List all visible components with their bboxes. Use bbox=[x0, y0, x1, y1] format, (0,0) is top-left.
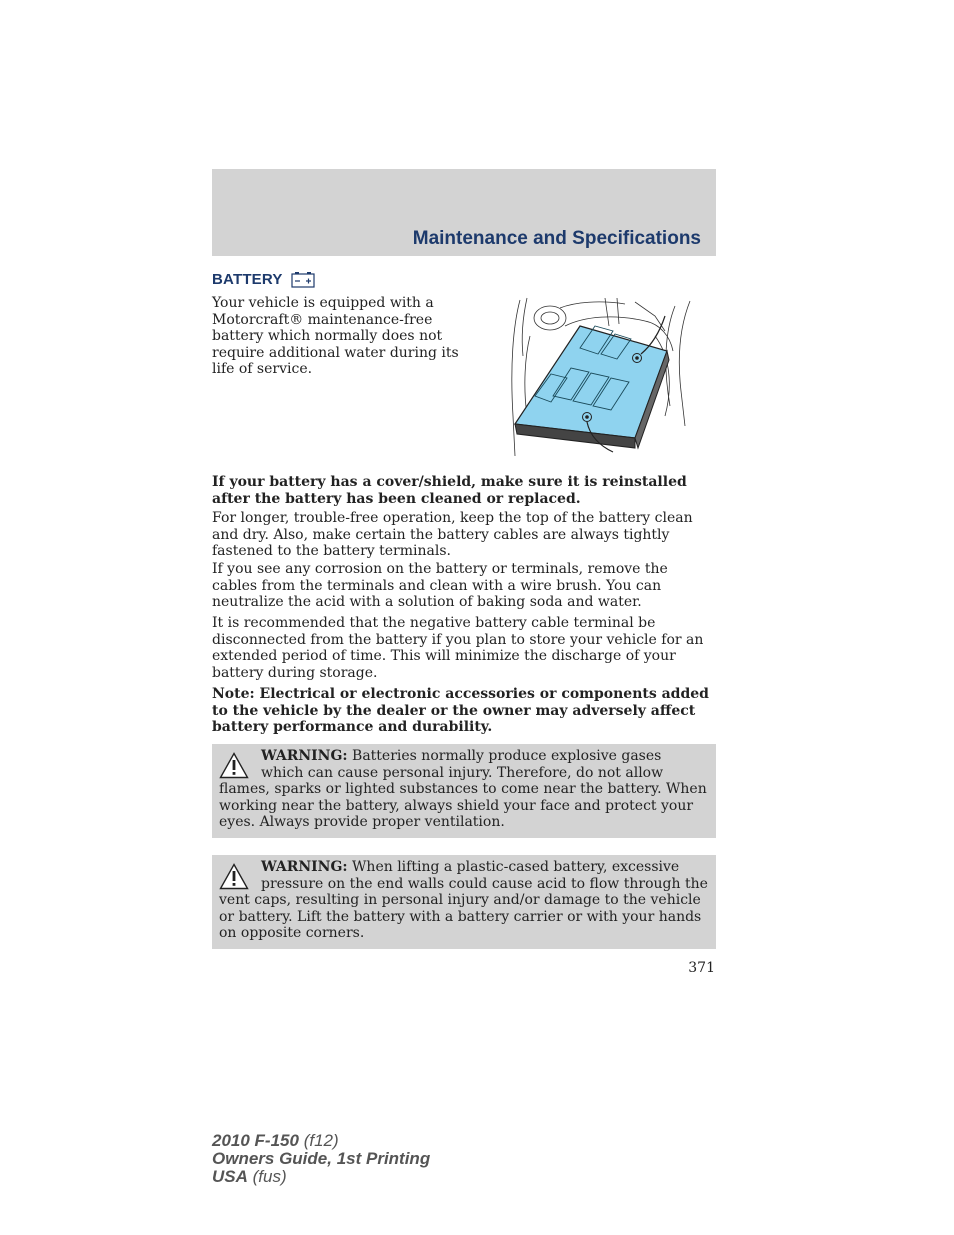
warning-text: When lifting a plastic-cased battery, excessive pressure on the end walls could cause acid to flow through the vent caps, resulting in personal injury and/or damage to the vehicle or battery. Lift the battery with a battery carrier or with your hands on opposite corners. bbox=[219, 859, 708, 941]
warning-label: WARNING: bbox=[261, 748, 348, 764]
footer-printing: Owners Guide, 1st Printing bbox=[212, 1149, 431, 1168]
warning-triangle-icon bbox=[219, 752, 249, 779]
footer-line-market bbox=[212, 1168, 430, 1186]
footer-model-code: (f12) bbox=[303, 1131, 339, 1150]
accessories-note: Note: Electrical or electronic accessories or components added to the vehicle by the dealer or the owner may adversely affect battery performance and durability. bbox=[212, 686, 709, 735]
section-heading bbox=[212, 269, 315, 289]
paragraph-corrosion: If you see any corrosion on the battery or terminals, remove the cables from the terminals and clean with a wire brush. You can neutralize the acid with a solution of baking soda and water. bbox=[212, 561, 668, 610]
battery-icon bbox=[291, 271, 315, 288]
footer-line-printing bbox=[212, 1150, 430, 1168]
paragraph-storage: It is recommended that the negative battery cable terminal be disconnected from the battery if you plan to store your vehicle for an extended period of time. This will minimize the discharge of your battery during storage. bbox=[212, 615, 704, 681]
warning-text: Batteries normally produce explosive gases which can cause personal injury. Therefore, do not allow flames, sparks or lighted substances to come near the battery. When working near the battery, always shield your face and protect your eyes. Always provide proper ventilation. bbox=[219, 748, 707, 830]
warning-label: WARNING: bbox=[261, 859, 348, 875]
header-band bbox=[212, 169, 716, 256]
footer-market: USA bbox=[212, 1167, 248, 1186]
footer-line-model bbox=[212, 1132, 430, 1150]
page-number: 371 bbox=[688, 960, 715, 976]
footer-market-code: (fus) bbox=[252, 1167, 287, 1186]
warning-box-explosive-gases bbox=[212, 744, 716, 838]
footer-edition-info bbox=[212, 1132, 430, 1186]
warning-box-lifting-battery bbox=[212, 855, 716, 949]
footer-model: 2010 F-150 bbox=[212, 1131, 299, 1150]
paragraph-clean-battery: For longer, trouble-free operation, keep the top of the battery clean and dry. Also, make certain the battery cables are always tightly fastened to the battery terminals. bbox=[212, 510, 693, 559]
page-header-title: Maintenance and Specifications bbox=[412, 228, 701, 249]
intro-paragraph: Your vehicle is equipped with a Motorcraft® maintenance-free battery which normally does not require additional water during its life of service. bbox=[212, 295, 459, 377]
battery-illustration bbox=[505, 296, 697, 458]
warning-triangle-icon bbox=[219, 863, 249, 890]
section-title: BATTERY bbox=[212, 270, 283, 288]
cover-shield-note: If your battery has a cover/shield, make sure it is reinstalled after the battery has been cleaned or replaced. bbox=[212, 474, 687, 507]
